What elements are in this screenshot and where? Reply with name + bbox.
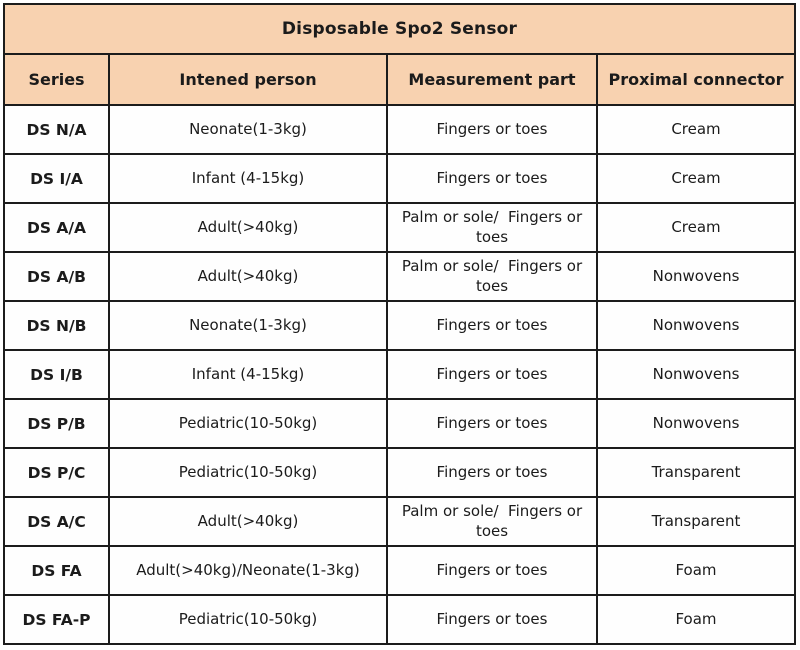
cell-intended-person: Adult(>40kg) xyxy=(109,252,387,301)
table-row xyxy=(4,399,795,448)
cell-intended-person: Pediatric(10-50kg) xyxy=(109,399,387,448)
cell-proximal-connector: Cream xyxy=(597,154,795,203)
cell-series: DS N/A xyxy=(4,105,109,154)
cell-series: DS A/C xyxy=(4,497,109,546)
table-row xyxy=(4,448,795,497)
cell-measurement-part: Fingers or toes xyxy=(387,595,597,644)
cell-intended-person: Pediatric(10-50kg) xyxy=(109,595,387,644)
cell-proximal-connector: Nonwovens xyxy=(597,301,795,350)
cell-series: DS I/A xyxy=(4,154,109,203)
cell-proximal-connector: Nonwovens xyxy=(597,399,795,448)
table-row xyxy=(4,497,795,546)
cell-measurement-part: Fingers or toes xyxy=(387,301,597,350)
cell-proximal-connector: Transparent xyxy=(597,448,795,497)
cell-series: DS A/B xyxy=(4,252,109,301)
table-row xyxy=(4,203,795,252)
cell-intended-person: Adult(>40kg)/Neonate(1-3kg) xyxy=(109,546,387,595)
cell-series: DS FA-P xyxy=(4,595,109,644)
table-row xyxy=(4,154,795,203)
cell-measurement-part: Fingers or toes xyxy=(387,546,597,595)
cell-measurement-part: Fingers or toes xyxy=(387,154,597,203)
cell-series: DS P/B xyxy=(4,399,109,448)
cell-intended-person: Neonate(1-3kg) xyxy=(109,105,387,154)
cell-series: DS A/A xyxy=(4,203,109,252)
table-title: Disposable Spo2 Sensor xyxy=(4,4,795,54)
cell-intended-person: Infant (4-15kg) xyxy=(109,350,387,399)
cell-intended-person: Infant (4-15kg) xyxy=(109,154,387,203)
cell-proximal-connector: Cream xyxy=(597,203,795,252)
column-header-proximal-connector: Proximal connector xyxy=(597,54,795,105)
column-header-series: Series xyxy=(4,54,109,105)
cell-proximal-connector: Nonwovens xyxy=(597,350,795,399)
table-row xyxy=(4,105,795,154)
cell-proximal-connector: Foam xyxy=(597,546,795,595)
cell-intended-person: Pediatric(10-50kg) xyxy=(109,448,387,497)
cell-intended-person: Adult(>40kg) xyxy=(109,497,387,546)
cell-proximal-connector: Nonwovens xyxy=(597,252,795,301)
table-row xyxy=(4,252,795,301)
column-header-intended-person: Intened person xyxy=(109,54,387,105)
cell-measurement-part: Fingers or toes xyxy=(387,448,597,497)
cell-series: DS I/B xyxy=(4,350,109,399)
table-title-row xyxy=(4,4,795,54)
cell-measurement-part: Palm or sole/ Fingers or toes xyxy=(387,252,597,301)
cell-series: DS P/C xyxy=(4,448,109,497)
cell-measurement-part: Palm or sole/ Fingers or toes xyxy=(387,497,597,546)
cell-measurement-part: Fingers or toes xyxy=(387,399,597,448)
cell-series: DS FA xyxy=(4,546,109,595)
cell-proximal-connector: Transparent xyxy=(597,497,795,546)
cell-measurement-part: Fingers or toes xyxy=(387,350,597,399)
cell-series: DS N/B xyxy=(4,301,109,350)
cell-proximal-connector: Foam xyxy=(597,595,795,644)
table-row xyxy=(4,546,795,595)
cell-measurement-part: Palm or sole/ Fingers or toes xyxy=(387,203,597,252)
cell-intended-person: Neonate(1-3kg) xyxy=(109,301,387,350)
table-row xyxy=(4,350,795,399)
table-row xyxy=(4,301,795,350)
cell-measurement-part: Fingers or toes xyxy=(387,105,597,154)
spo2-sensor-table xyxy=(3,3,796,645)
cell-proximal-connector: Cream xyxy=(597,105,795,154)
column-header-measurement-part: Measurement part xyxy=(387,54,597,105)
table-row xyxy=(4,595,795,644)
table-header-row xyxy=(4,54,795,105)
cell-intended-person: Adult(>40kg) xyxy=(109,203,387,252)
